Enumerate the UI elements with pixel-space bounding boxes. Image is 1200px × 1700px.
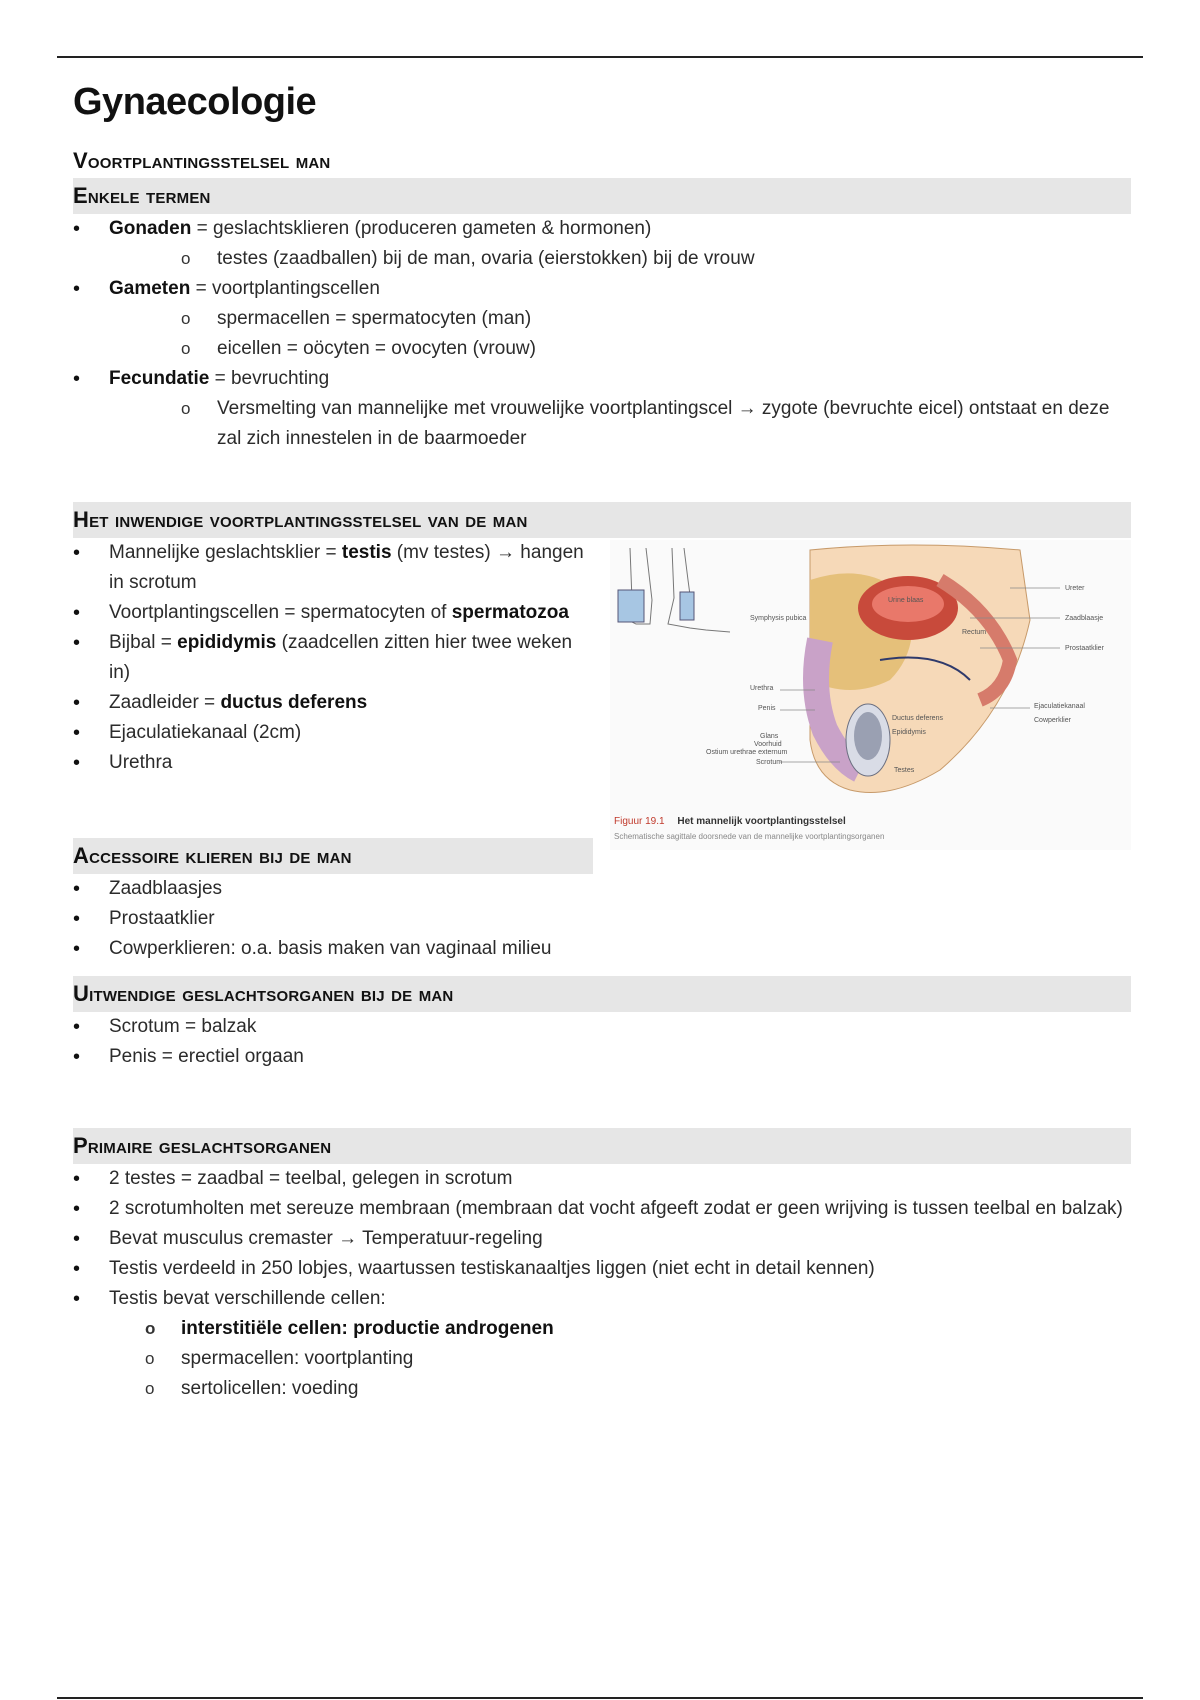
item-text: (mv testes) → hangen in scrotum xyxy=(109,542,584,593)
list-item xyxy=(73,748,593,778)
inwendig-content xyxy=(73,538,1131,959)
top-rule xyxy=(57,56,1143,58)
label-scrotum: Scrotum xyxy=(756,759,783,766)
list-item: • 2 testes = zaadbal = teelbal, gelegen in scrotum xyxy=(73,1164,1131,1194)
item-text: Testis bevat verschillende cellen: xyxy=(109,1288,386,1309)
list-item xyxy=(73,274,1131,364)
item-text: Voortplantingscellen = spermatocyten of xyxy=(109,602,452,623)
list-item xyxy=(73,1284,1131,1404)
bottom-rule xyxy=(57,1697,1143,1699)
item-bold: ductus deferens xyxy=(220,692,368,713)
sub-list-item: o sertolicellen: voeding xyxy=(73,1374,1131,1404)
page-title: Gynaecologie xyxy=(73,81,317,123)
term-gonaden: Gonaden xyxy=(109,218,192,239)
list-primair xyxy=(73,1164,1131,1404)
heading-inwendig: Het inwendige voortplantingsstelsel van de man xyxy=(73,502,1131,538)
accessoire-section xyxy=(73,838,593,964)
sub-list-item: o interstitiële cellen: productie androgenen xyxy=(73,1314,1131,1344)
label-ejaculatiekanaal: Ejaculatiekanaal xyxy=(1034,703,1085,710)
term-gameten: Gameten xyxy=(109,278,191,299)
list-item: • Testis verdeeld in 250 lobjes, waartussen testiskanaaltjes liggen (niet echt in detail kennen) xyxy=(73,1254,1131,1284)
label-prostaatklier: Prostaatklier xyxy=(1065,645,1104,652)
list-item xyxy=(73,214,1131,274)
list-item: • Zaadblaasjes xyxy=(73,874,593,904)
figure-title: Het mannelijk voortplantingsstelsel xyxy=(677,816,846,827)
term-definition: = geslachtsklieren (produceren gameten & hormonen) xyxy=(191,218,652,239)
item-text: (zaadcellen zitten hier twee weken in) xyxy=(109,632,573,683)
label-rectum: Rectum xyxy=(962,629,987,636)
list-item xyxy=(73,688,593,718)
document-page xyxy=(73,72,1131,1404)
inwendig-list-column xyxy=(73,538,593,778)
sub-list-item: o testes (zaadballen) bij de man, ovaria (eierstokken) bij de vrouw xyxy=(109,244,1131,274)
heading-enkele-termen: Enkele termen xyxy=(73,178,1131,214)
list-item: • Bevat musculus cremaster → Temperatuur-regeling xyxy=(73,1224,1131,1254)
label-ureter: Ureter xyxy=(1065,585,1085,592)
list-item: • Scrotum = balzak xyxy=(73,1012,1131,1042)
item-text: Urethra xyxy=(109,752,173,773)
label-glans: Glans xyxy=(760,733,779,740)
item-bold: epididymis xyxy=(177,632,277,653)
label-urethra: Urethra xyxy=(750,685,774,692)
item-bold: testis xyxy=(341,542,392,563)
item-bold: spermatozoa xyxy=(451,602,569,623)
label-ductus: Ductus deferens xyxy=(892,715,943,722)
item-text: Bijbal = xyxy=(109,632,178,653)
label-testes: Testes xyxy=(894,767,915,774)
list-enkele-termen xyxy=(73,214,1131,454)
list-item xyxy=(73,628,593,688)
list-item xyxy=(73,364,1131,454)
anatomy-figure xyxy=(610,540,1131,850)
male-reproductive-anatomy-illustration xyxy=(610,540,1131,815)
sub-list-item: o spermacellen = spermatocyten (man) xyxy=(109,304,1131,334)
heading-uitwendig: Uitwendige geslachtsorganen bij de man xyxy=(73,976,1131,1012)
heading-primair: Primaire geslachtsorganen xyxy=(73,1128,1131,1164)
figure-number: Figuur 19.1 xyxy=(614,816,665,827)
list-item xyxy=(73,718,593,748)
item-text: Mannelijke geslachtsklier = xyxy=(109,542,342,563)
term-definition: = voortplantingscellen xyxy=(190,278,380,299)
sub-list-item: o eicellen = oöcyten = ovocyten (vrouw) xyxy=(109,334,1131,364)
term-fecundatie: Fecundatie xyxy=(109,368,210,389)
label-voorhuid: Voorhuid xyxy=(754,741,782,748)
label-ostium: Ostium urethrae externum xyxy=(706,749,788,756)
item-text: Zaadleider = xyxy=(109,692,221,713)
list-item xyxy=(73,538,593,598)
list-item: • 2 scrotumholten met sereuze membraan (membraan dat vocht afgeeft zodat er geen wrijving is tussen teelbal en balzak) xyxy=(73,1194,1131,1224)
label-penis: Penis xyxy=(758,705,776,712)
term-definition: = bevruchting xyxy=(209,368,330,389)
label-cowperklier: Cowperklier xyxy=(1034,717,1071,724)
heading-accessoire: Accessoire klieren bij de man xyxy=(73,838,593,874)
sub-list-item: o Versmelting van mannelijke met vrouwelijke voortplantingscel → zygote (bevruchte eicel) ontstaat en deze zal zich innestelen in de baarmoeder xyxy=(109,394,1131,454)
list-uitwendig xyxy=(73,1012,1131,1072)
label-symfyse: Symphysis pubica xyxy=(750,615,807,622)
figure-subtitle: Schematische sagittale doorsnede van de mannelijke voortplantingsorganen xyxy=(614,832,885,841)
list-item: • Prostaatklier xyxy=(73,904,593,934)
label-zaadblaasje: Zaadblaasje xyxy=(1065,615,1104,622)
sub-list-item: o spermacellen: voortplanting xyxy=(73,1344,1131,1374)
label-blaas: Urine blaas xyxy=(888,597,924,604)
list-inwendig xyxy=(73,538,593,778)
list-item: • Cowperklieren: o.a. basis maken van vaginaal milieu xyxy=(73,934,593,964)
figure-caption xyxy=(614,816,846,827)
list-accessoire xyxy=(73,874,593,964)
section-heading-main: Voortplantingsstelsel man xyxy=(73,148,331,173)
label-epididymis: Epididymis xyxy=(892,729,926,736)
item-text: Ejaculatiekanaal (2cm) xyxy=(109,722,302,743)
list-item: • Penis = erectiel orgaan xyxy=(73,1042,1131,1072)
list-item xyxy=(73,598,593,628)
